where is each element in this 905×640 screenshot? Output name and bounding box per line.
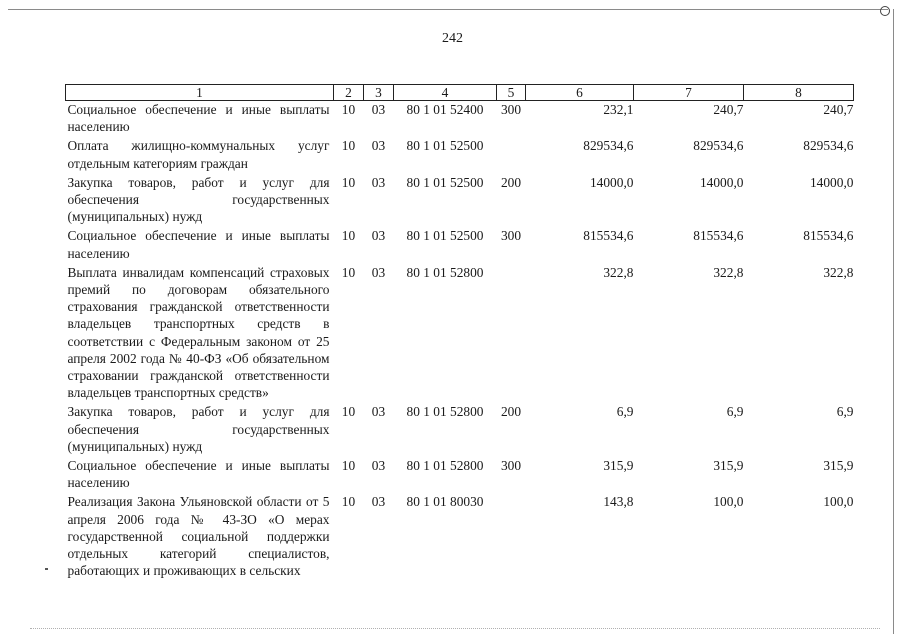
table-row (66, 403, 854, 457)
scan-speck (45, 568, 48, 570)
table-row (66, 227, 854, 263)
amount-col-6: 143,8 (603, 494, 634, 510)
table-row (66, 457, 854, 493)
subsection-code: 03 (371, 174, 386, 190)
amount-col-6: 6,9 (616, 404, 634, 420)
expense-type-code: 200 (500, 174, 522, 190)
column-header-1: 1 (66, 85, 334, 101)
subsection-code: 03 (371, 228, 386, 244)
amount-col-7: 6,9 (726, 404, 744, 420)
table-row (66, 101, 854, 138)
amount-col-8: 829534,6 (803, 138, 854, 154)
item-name: Выплата инвалидам компенсаций страховых премий по договорам обязательного страхования гражданской ответственности владельцев транспортных средств в соответствии с Федеральным законом от 25 апреля 2002 года № 40-ФЗ «Об обязательном страховании гражданской ответственности владельцев транспортных средств» (67, 264, 330, 401)
table-row (66, 264, 854, 404)
scan-bottom-edge (30, 628, 880, 629)
expense-type-code: 300 (500, 102, 522, 117)
amount-col-8: 6,9 (836, 404, 854, 420)
budget-table (65, 84, 854, 581)
item-name: Социальное обеспечение и иные выплаты населению (67, 458, 330, 491)
expense-type-code (497, 493, 526, 581)
expense-type-code: 300 (500, 228, 522, 244)
section-code: 10 (341, 228, 356, 244)
section-code: 10 (341, 138, 356, 154)
amount-col-6: 322,8 (603, 264, 634, 280)
column-header-3: 3 (364, 85, 394, 101)
amount-col-7: 315,9 (713, 458, 744, 474)
amount-col-8: 322,8 (823, 264, 854, 280)
table-header-row (66, 85, 854, 101)
section-code: 10 (341, 174, 356, 190)
subsection-code: 03 (371, 138, 386, 154)
target-article-code: 80 1 01 52500 (406, 174, 484, 190)
expense-type-code (497, 137, 526, 173)
target-article-code: 80 1 01 52500 (406, 138, 484, 154)
item-name: Оплата жилищно-коммунальных услуг отдельным категориям граждан (67, 138, 330, 171)
amount-col-7: 100,0 (713, 494, 744, 510)
column-header-5: 5 (497, 85, 526, 101)
section-code: 10 (341, 458, 356, 474)
amount-col-7: 815534,6 (693, 228, 744, 244)
amount-col-8: 240,7 (823, 102, 854, 117)
item-name: Социальное обеспечение и иные выплаты населению (67, 102, 330, 135)
amount-col-7: 14000,0 (699, 174, 744, 190)
section-code: 10 (341, 404, 356, 420)
amount-col-8: 100,0 (823, 494, 854, 510)
subsection-code: 03 (371, 264, 386, 280)
corner-mark (880, 6, 890, 16)
amount-col-6: 232,1 (603, 102, 634, 117)
item-name: Реализация Закона Ульяновской области от 5 апреля 2006 года № 43-ЗО «О мерах государственной социальной поддержки отдельных категорий специалистов, работающих и проживающих в сельских (67, 494, 330, 579)
table-row (66, 174, 854, 228)
section-code: 10 (341, 264, 356, 280)
section-code: 10 (341, 494, 356, 510)
subsection-code: 03 (371, 102, 386, 117)
target-article-code: 80 1 01 80030 (406, 494, 484, 510)
expense-type-code (497, 264, 526, 404)
subsection-code: 03 (371, 494, 386, 510)
scan-border-top (8, 9, 888, 10)
column-header-2: 2 (334, 85, 364, 101)
column-header-7: 7 (634, 85, 744, 101)
amount-col-6: 829534,6 (583, 138, 634, 154)
column-header-6: 6 (526, 85, 634, 101)
target-article-code: 80 1 01 52500 (406, 228, 484, 244)
target-article-code: 80 1 01 52400 (406, 102, 484, 117)
scan-border-right (893, 9, 894, 634)
amount-col-7: 829534,6 (693, 138, 744, 154)
amount-col-8: 815534,6 (803, 228, 854, 244)
subsection-code: 03 (371, 404, 386, 420)
item-name: Социальное обеспечение и иные выплаты населению (67, 228, 330, 261)
page-number: 242 (442, 31, 463, 46)
target-article-code: 80 1 01 52800 (406, 458, 484, 474)
amount-col-6: 815534,6 (583, 228, 634, 244)
amount-col-8: 14000,0 (809, 174, 854, 190)
expense-type-code: 300 (500, 458, 522, 474)
amount-col-8: 315,9 (823, 458, 854, 474)
target-article-code: 80 1 01 52800 (406, 264, 484, 280)
table-row (66, 493, 854, 581)
amount-col-7: 240,7 (713, 102, 744, 117)
table-row (66, 137, 854, 173)
expense-type-code: 200 (500, 404, 522, 420)
amount-col-6: 14000,0 (589, 174, 634, 190)
item-name: Закупка товаров, работ и услуг для обеспечения государственных (муниципальных) нужд (67, 404, 330, 454)
column-header-8: 8 (744, 85, 854, 101)
section-code: 10 (341, 102, 356, 117)
amount-col-7: 322,8 (713, 264, 744, 280)
amount-col-6: 315,9 (603, 458, 634, 474)
item-name: Закупка товаров, работ и услуг для обеспечения государственных (муниципальных) нужд (67, 174, 330, 225)
column-header-4: 4 (394, 85, 497, 101)
subsection-code: 03 (371, 458, 386, 474)
target-article-code: 80 1 01 52800 (406, 404, 484, 420)
